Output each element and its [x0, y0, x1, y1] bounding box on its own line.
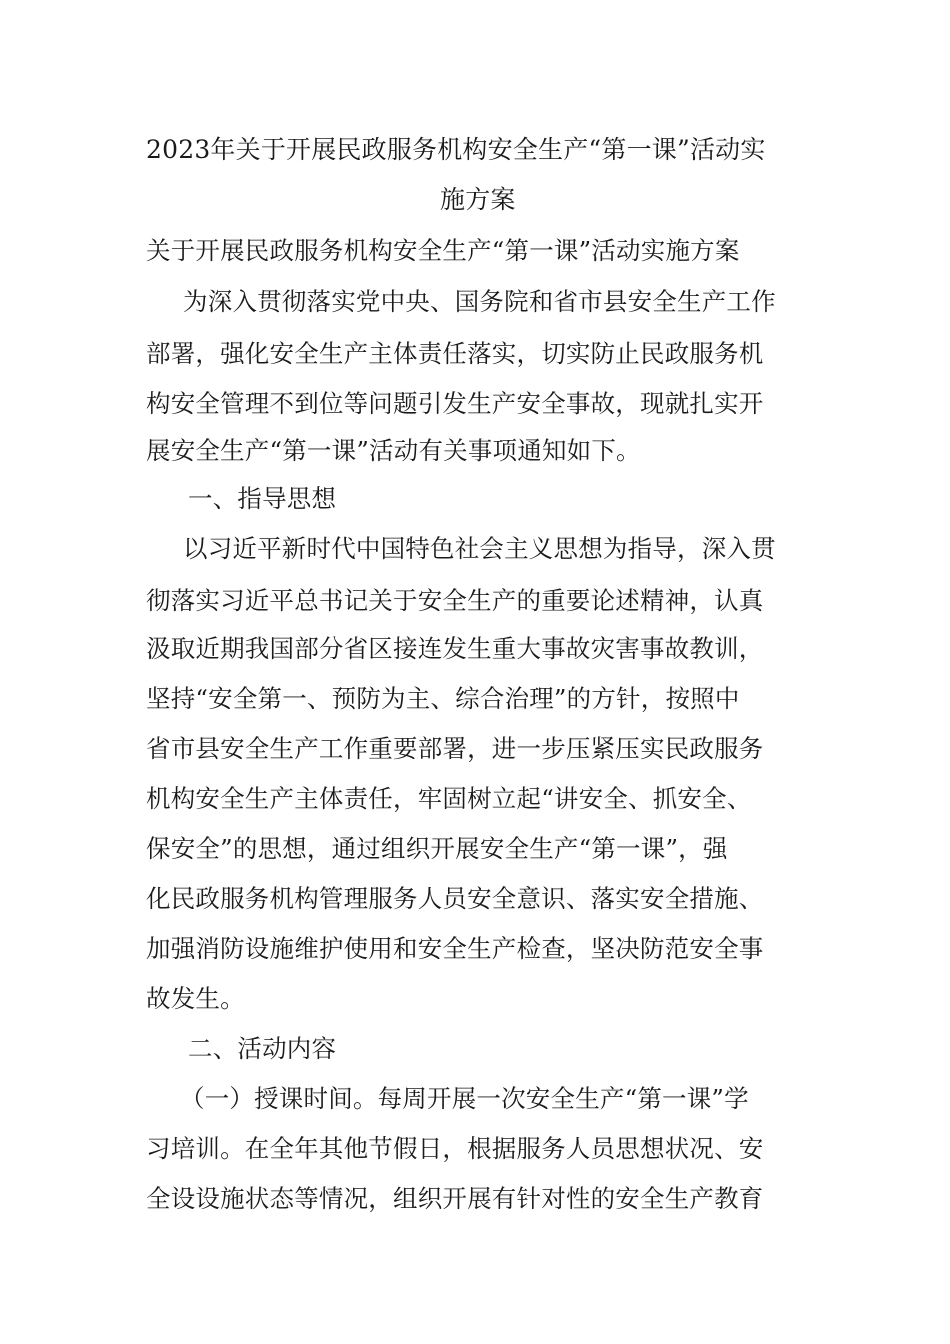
document-title-line-1: 2023年关于开展民政服务机构安全生产“第一课”活动实: [146, 135, 766, 164]
section-1-line-5: 省市县安全生产工作重要部署，进一步压紧压实民政服务: [146, 734, 764, 763]
section-1-line-6: 机构安全生产主体责任，牢固树立起“讲安全、抓安全、: [146, 784, 752, 813]
intro-line-2: 部署，强化安全生产主体责任落实，切实防止民政服务机: [146, 339, 764, 368]
section-1-line-4: 坚持“安全第一、预防为主、综合治理”的方针，按照中: [146, 684, 740, 713]
section-1-heading: 一、指导思想: [188, 484, 337, 513]
section-1-line-2: 彻落实习近平总书记关于安全生产的重要论述精神，认真: [146, 586, 764, 615]
section-2-line-1: （一）授课时间。每周开展一次安全生产“第一课”学: [180, 1084, 749, 1113]
intro-line-3: 构安全管理不到位等问题引发生产安全事故，现就扎实开: [146, 389, 764, 418]
document-title-line-2: 施方案: [440, 185, 516, 214]
section-1-line-9: 加强消防设施维护使用和安全生产检查，坚决防范安全事: [146, 934, 764, 963]
document-subtitle: 关于开展民政服务机构安全生产“第一课”活动实施方案: [146, 236, 740, 265]
intro-line-1: 为深入贯彻落实党中央、国务院和省市县安全生产工作: [183, 287, 776, 316]
section-1-line-10: 故发生。: [146, 984, 245, 1013]
intro-line-4: 展安全生产“第一课”活动有关事项通知如下。: [146, 436, 641, 465]
section-2-heading: 二、活动内容: [188, 1034, 337, 1063]
section-1-line-3: 汲取近期我国部分省区接连发生重大事故灾害事故教训，: [146, 634, 764, 663]
section-1-line-7: 保安全”的思想，通过组织开展安全生产“第一课”，强: [146, 834, 728, 863]
section-2-line-3: 全设设施状态等情况，组织开展有针对性的安全生产教育: [146, 1184, 764, 1213]
section-1-line-1: 以习近平新时代中国特色社会主义思想为指导，深入贯: [183, 534, 776, 563]
section-2-line-2: 习培训。在全年其他节假日，根据服务人员思想状况、安: [146, 1134, 764, 1163]
section-1-line-8: 化民政服务机构管理服务人员安全意识、落实安全措施、: [146, 884, 764, 913]
